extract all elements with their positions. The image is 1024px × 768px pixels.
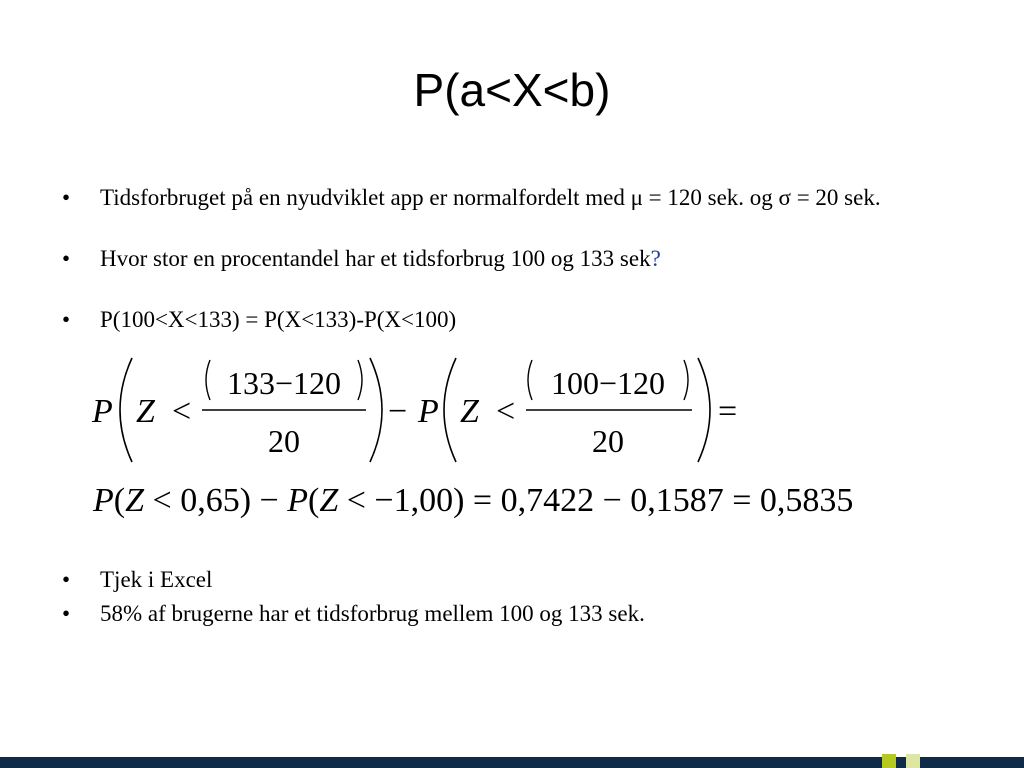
formula-p1: P <box>92 393 113 430</box>
result-paren2: ( <box>307 482 320 519</box>
formula-den1: 20 <box>268 423 300 459</box>
formula-p2: P <box>418 393 439 430</box>
result-p1: P <box>93 482 114 519</box>
bullet-text: Tjek i Excel <box>100 567 213 592</box>
formula-num2: 100−120 <box>550 365 666 401</box>
bullet-text <box>100 245 980 272</box>
formula-lt2: < <box>496 393 516 430</box>
bullet-icon: • <box>62 307 71 332</box>
formula-z1: Z <box>136 393 155 430</box>
formula-minus: − <box>388 393 408 430</box>
formula-paren-right <box>684 360 688 400</box>
bullet-text: Tidsforbruget på en nyudviklet app er normalfordelt med μ = 120 sek. og σ = 20 sek. <box>100 185 881 210</box>
formula-den2: 20 <box>592 423 624 459</box>
result-part2: < −1,00) = 0,7422 − 0,1587 = 0,5835 <box>338 482 854 519</box>
formula-big-paren-right <box>370 358 382 462</box>
probability-result <box>93 478 853 524</box>
formula-z2: Z <box>460 393 479 430</box>
bullet-text: 58% af brugerne har et tidsforbrug mellem 100 og 133 sek. <box>100 601 645 626</box>
bullet-icon: • <box>62 601 71 626</box>
footer-accent-square <box>882 754 896 768</box>
result-p2: P <box>287 482 308 519</box>
bullet-icon: • <box>62 185 71 210</box>
formula-paren-right <box>358 360 362 400</box>
formula-big-paren-right <box>698 358 710 462</box>
formula-paren-left <box>206 360 210 400</box>
result-paren1: ( <box>113 482 126 519</box>
footer-bar <box>0 757 1024 768</box>
formula-num1: 133−120 <box>226 365 342 401</box>
result-z2: Z <box>319 482 339 519</box>
bullet-text-main: Hvor stor en procentandel har et tidsforbrug 100 og 133 sek <box>100 246 651 271</box>
formula-lt1: < <box>172 393 192 430</box>
formula-eq: = <box>718 393 738 430</box>
formula-big-paren-left <box>120 358 132 462</box>
footer-accent-square <box>906 754 920 768</box>
formula-paren-left <box>528 360 532 400</box>
bullet-icon: • <box>62 246 71 271</box>
bullet-text: P(100<X<133) = P(X<133)-P(X<100) <box>100 307 457 332</box>
question-mark: ? <box>650 246 661 271</box>
result-part1: < 0,65) − <box>144 482 288 519</box>
bullet-icon: • <box>62 567 71 592</box>
result-z1: Z <box>125 482 145 519</box>
probability-formula <box>88 348 768 473</box>
formula-big-paren-left <box>444 358 456 462</box>
slide-title: P(a<X<b) <box>413 64 611 116</box>
